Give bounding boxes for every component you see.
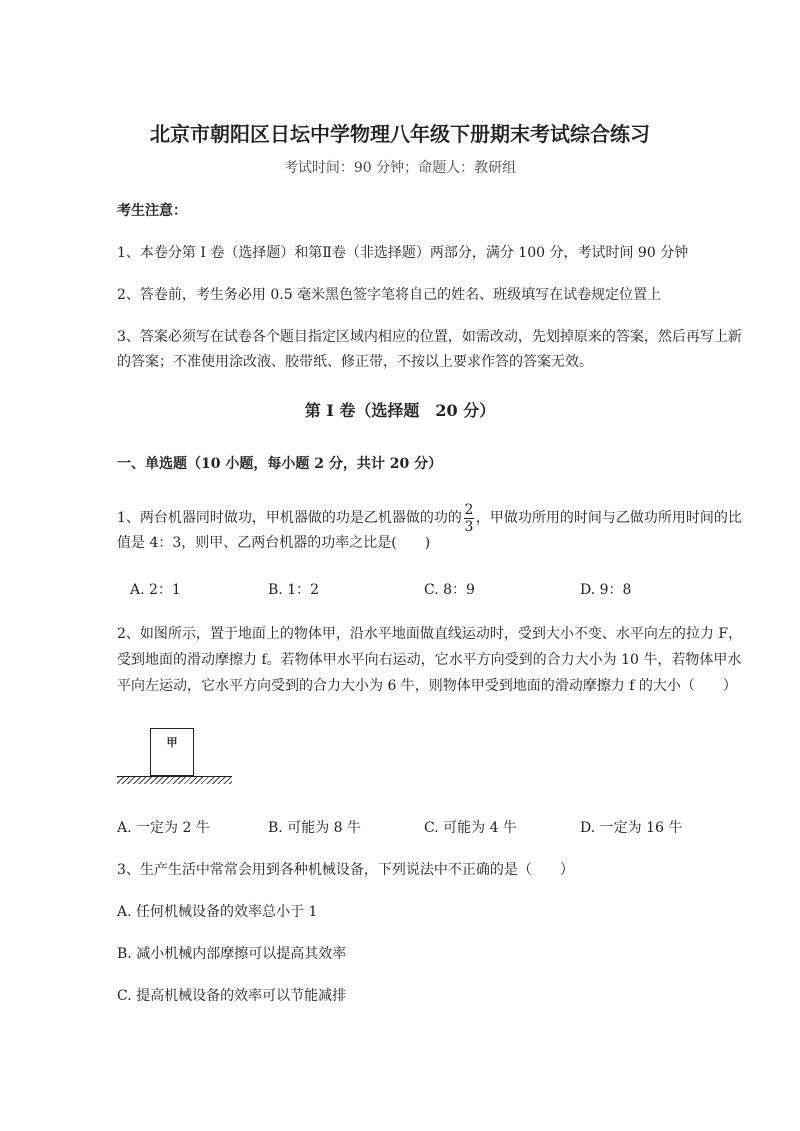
part-heading: 一、单选题（10 小题，每小题 2 分，共计 20 分）	[117, 456, 443, 472]
notice-item-1: 1、本卷分第 I 卷（选择题）和第Ⅱ卷（非选择题）两部分，满分 100 分，考试时间 90 分钟	[117, 245, 689, 261]
notice-heading: 考生注意：	[117, 203, 187, 219]
question-3-text: 3、生产生活中常常会用到各种机械设备，下列说法中不正确的是（ ）	[117, 862, 574, 878]
q1-text-after: ，甲做功所用的时间与乙做功所用时间的比	[475, 510, 742, 526]
block-jia: 甲	[150, 728, 194, 776]
ground-hatch	[117, 776, 232, 784]
q2-option-b[interactable]: B. 可能为 8 牛	[268, 820, 361, 836]
question-2-line3: 平向左运动，它水平方向受到的合力大小为 6 牛，则物体甲受到地面的滑动摩擦力 f 的大小（ ）	[117, 678, 737, 694]
fraction-denominator: 3	[464, 518, 474, 535]
q1-option-b[interactable]: B. 1：2	[268, 582, 320, 598]
block-on-ground-figure	[117, 728, 232, 784]
notice-item-2: 2、答卷前，考生务必用 0.5 毫米黑色签字笔将自己的姓名、班级填写在试卷规定位置上	[117, 287, 662, 303]
exam-subtitle: 考试时间：90 分钟；命题人：教研组	[283, 160, 517, 176]
q3-option-c[interactable]: C. 提高机械设备的效率可以节能减排	[117, 988, 347, 1004]
fraction	[464, 502, 474, 535]
question-2-line1: 2、如图所示，置于地面上的物体甲，沿水平地面做直线运动时，受到大小不变、水平向左的拉力 F，	[117, 626, 743, 642]
question-2-line2: 受到地面的滑动摩擦力 f。若物体甲水平向右运动，它水平方向受到的合力大小为 10 牛，若物体甲水	[117, 652, 742, 668]
q2-option-c[interactable]: C. 可能为 4 牛	[424, 820, 517, 836]
q1-option-d[interactable]: D. 9：8	[580, 582, 632, 598]
question-1-text	[117, 500, 742, 536]
q2-option-a[interactable]: A. 一定为 2 牛	[117, 820, 210, 836]
q2-option-d[interactable]: D. 一定为 16 牛	[580, 820, 683, 836]
question-1-line2: 值是 4：3，则甲、乙两台机器的功率之比是( )	[117, 535, 431, 551]
q3-option-a[interactable]: A. 任何机械设备的效率总小于 1	[117, 904, 318, 920]
q3-option-b[interactable]: B. 减小机械内部摩擦可以提高其效率	[117, 946, 347, 962]
fraction-numerator: 2	[464, 501, 474, 518]
section-title: 第 I 卷（选择题 20 分）	[304, 401, 496, 420]
notice-item-3: 3、答案必须写在试卷各个题目指定区域内相应的位置，如需改动，先划掉原来的答案，然后再写上新	[117, 329, 742, 345]
q1-text-before: 1、两台机器同时做功，甲机器做的功是乙机器做的功的	[117, 510, 462, 526]
notice-item-3-cont: 的答案；不准使用涂改液、胶带纸、修正带，不按以上要求作答的答案无效。	[117, 354, 593, 370]
q1-option-a[interactable]: A. 2：1	[130, 582, 181, 598]
q1-option-c[interactable]: C. 8：9	[424, 582, 475, 598]
page-title: 北京市朝阳区日坛中学物理八年级下册期末考试综合练习	[150, 122, 650, 146]
